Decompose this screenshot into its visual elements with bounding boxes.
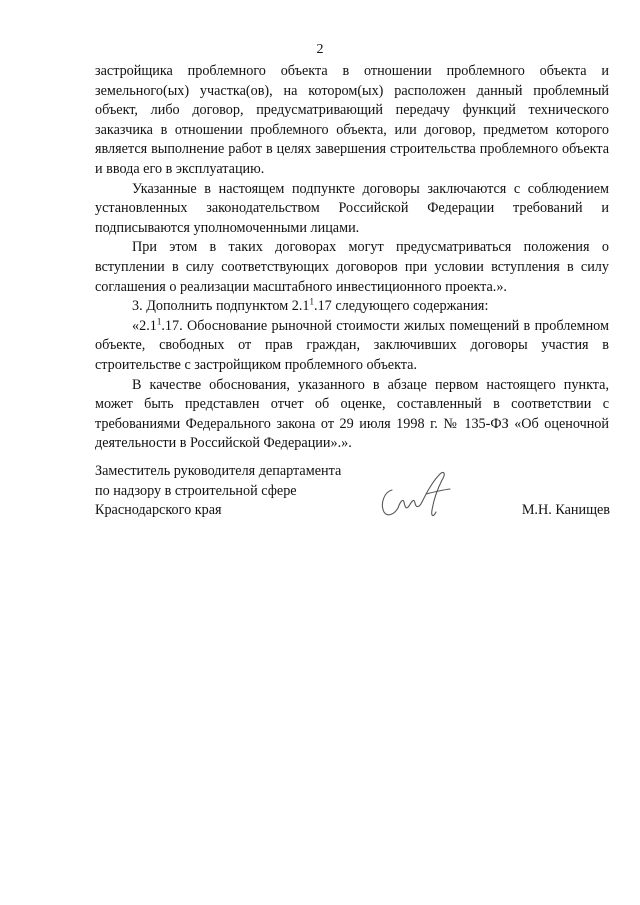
signer-name: М.Н. Канищев <box>521 502 610 518</box>
paragraph-3: При этом в таких договорах могут предусматриваться положения о вступлении в силу соответствующих договоров при условии вступления в силу соглашения о реализации масштабного инвестиционного проекта.». <box>95 239 609 295</box>
document-body <box>95 62 609 454</box>
signatory-title <box>95 462 341 521</box>
paragraph-5-superscript: 1 <box>156 315 162 326</box>
page-number: 2 <box>316 42 324 57</box>
paragraph-4-part-a: 3. Дополнить подпунктом 2.1 <box>132 298 310 315</box>
signatory-line-3: Краснодарского края <box>95 502 222 519</box>
paragraph-5-part-a: «2.1 <box>132 317 157 334</box>
paragraph-5 <box>95 317 609 376</box>
handwritten-signature-icon <box>376 468 466 526</box>
paragraph-5-part-b: .17. Обоснование рыночной стоимости жилых помещений в проблемном объекте, свободных от прав граждан, заключивших договоры участия в строительстве с застройщиком проблемного объекта. <box>95 317 609 373</box>
paragraph-4-part-b: .17 следующего содержания: <box>314 298 489 315</box>
signatory-line-2: по надзору в строительной сфере <box>95 482 297 499</box>
paragraph-4 <box>95 297 609 317</box>
paragraph-6: В качестве обоснования, указанного в абзаце первом настоящего пункта, может быть представлен отчет об оценке, составленный в соответствии с требованиями Федерального закона от 29 июля 1998 г. № 135-ФЗ «Об оценочной деятельности в Российской Федерации».». <box>95 376 609 452</box>
paragraph-2: Указанные в настоящем подпункте договоры заключаются с соблюдением установленных законодательством Российской Федерации требований и подписываются уполномоченными лицами. <box>95 180 609 236</box>
signatory-line-1: Заместитель руководителя департамента <box>95 463 342 479</box>
paragraph-1: застройщика проблемного объекта в отношении проблемного объекта и земельного(ых) участка(ов), на котором(ых) расположен данный проблемный объект, либо договор, предусматривающий передачу функций технического заказчика в отношении проблемного объекта, или договор, предметом которого является выполнение работ в целях завершения строительства проблемного объекта и ввода его в эксплуатацию. <box>95 63 609 177</box>
paragraph-4-superscript: 1 <box>309 296 315 307</box>
